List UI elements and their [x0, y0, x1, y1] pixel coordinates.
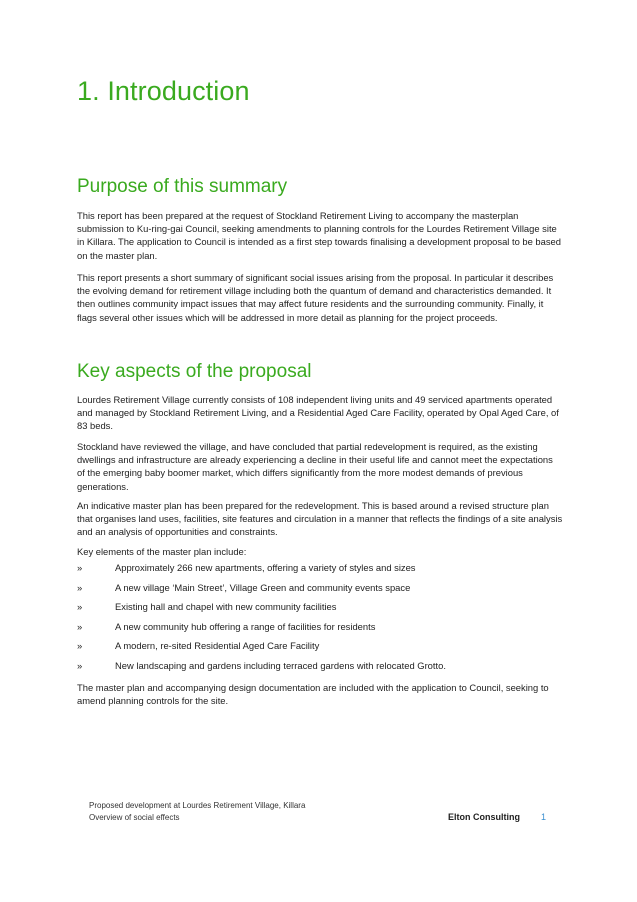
key-paragraph-1: Lourdes Retirement Village currently consists of 108 independent living units and 49 serviced apartments operated and managed by Stockland Retirement Living, and a Residential Aged Care Facility, operated by Opal Aged Care, of 83 beds.: [77, 394, 559, 432]
list-item: [77, 659, 563, 679]
key-elements-intro: Key elements of the master plan include:: [77, 546, 247, 557]
list-item: [77, 561, 563, 581]
bullet-icon: »: [77, 581, 83, 593]
footer-brand: Elton Consulting: [448, 812, 520, 822]
section-title-purpose: Purpose of this summary: [77, 176, 288, 197]
key-elements-list: [77, 561, 563, 679]
bullet-icon: »: [77, 601, 83, 613]
key-paragraph-2: Stockland have reviewed the village, and have concluded that partial redevelopment is required, as the existing dwellings and infrastructure are already experiencing a decline in their useful life and cannot meet the expectations of the emerging baby boomer market, which differs significantly from the more modest demands of previous generations.: [77, 441, 553, 492]
closing-paragraph: The master plan and accompanying design documentation are included with the application to Council, seeking to amend planning controls for the site.: [77, 682, 549, 707]
bullet-icon: »: [77, 562, 83, 573]
section-title-key-aspects: Key aspects of the proposal: [77, 361, 312, 382]
purpose-paragraph-2: This report presents a short summary of significant social issues arising from the proposal. In particular it describes the evolving demand for retirement village including both the quantum of demand and characteristics demanded. It then outlines community impact issues that may affect future residents and the surrounding community. Finally, it flags several other issues which will be addressed in more detail as planning for the project proceeds.: [77, 272, 554, 323]
list-item-text: Existing hall and chapel with new community facilities: [115, 601, 337, 613]
footer-document-info: [89, 800, 305, 824]
page-number: 1: [541, 812, 547, 822]
list-item: [77, 620, 563, 640]
bullet-icon: »: [77, 659, 83, 671]
footer-line-1: Proposed development at Lourdes Retirement Village, Killara: [89, 801, 306, 810]
list-item: [77, 581, 563, 601]
key-paragraph-3: An indicative master plan has been prepared for the redevelopment. This is based around a revised structure plan that organises land uses, facilities, site features and circulation in a manner that reflects the findings of a site analysis and an analysis of opportunities and constraints.: [77, 500, 563, 538]
bullet-icon: »: [77, 620, 83, 632]
purpose-paragraph-1: This report has been prepared at the request of Stockland Retirement Living to accompany the masterplan submission to Ku-ring-gai Council, seeking amendments to planning controls for the Lourdes Retirement Village site in Killara. The application to Council is intended as a first step towards finalising a development proposal to be based on the master plan.: [77, 210, 561, 261]
list-item-text: A new community hub offering a range of facilities for residents: [115, 620, 376, 632]
footer-line-2: Overview of social effects: [89, 813, 180, 822]
list-item: [77, 639, 563, 659]
list-item: [77, 600, 563, 620]
bullet-icon: »: [77, 640, 83, 652]
list-item-text: A modern, re-sited Residential Aged Care Facility: [115, 640, 320, 652]
list-item-text: A new village ‘Main Street’, Village Green and community events space: [115, 581, 411, 593]
list-item-text: New landscaping and gardens including terraced gardens with relocated Grotto.: [115, 659, 446, 671]
page-title: 1. Introduction: [77, 76, 250, 106]
list-item-text: Approximately 266 new apartments, offering a variety of styles and sizes: [115, 562, 416, 573]
